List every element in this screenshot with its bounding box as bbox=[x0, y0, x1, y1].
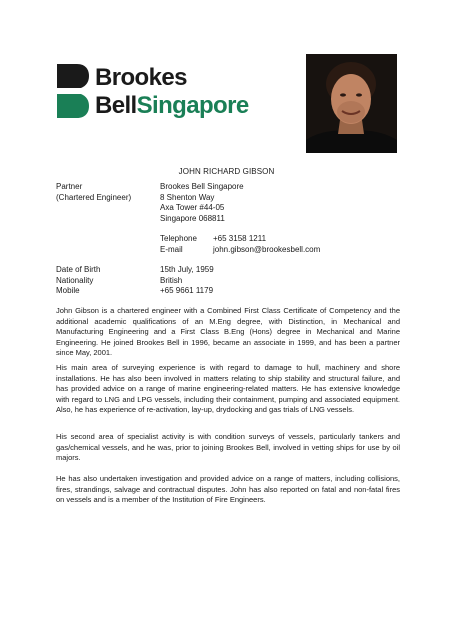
bio-paragraph: His second area of specialist activity is with condition surveys of vessels, particularly tankers and gas/chemical vessels, and he was, prior to joining Brookes Bell, involved in vetting ships for use by oil majors. bbox=[56, 432, 400, 463]
logo-mark-icon bbox=[55, 62, 91, 120]
dob-value: 15th July, 1959 bbox=[160, 265, 214, 274]
address-line: Brookes Bell Singapore bbox=[160, 182, 244, 191]
dob-label: Date of Birth bbox=[56, 265, 101, 274]
address-line: Singapore 068811 bbox=[160, 213, 225, 223]
bio-paragraph: John Gibson is a chartered engineer with a Combined First Class Certificate of Competency and the additional academic qualifications of an M.Eng degree, with Distinction, in Mechanical and Manufacturing Engineering and a First Class B.Eng (Hons) degree in Mechanical and Marine Engineering. He joined Brookes Bell in 1996, became an associate in 1999, and has been a partner since May, 2001. bbox=[56, 306, 400, 358]
person-name: JOHN RICHARD GIBSON bbox=[178, 167, 275, 176]
address-line: Axa Tower #44-05 bbox=[160, 203, 225, 212]
bio-paragraph: He has also undertaken investigation and provided advice on a range of matters, including collisions, fires, strandings, salvage and contractual disputes. John has also reported on fatal and non-fatal fires on vessels and is a member of the Institution of Fire Engineers. bbox=[56, 474, 400, 505]
mobile-label: Mobile bbox=[56, 286, 80, 295]
nationality-label: Nationality bbox=[56, 275, 94, 285]
logo-word-singapore: Singapore bbox=[136, 92, 249, 119]
address-line: 8 Shenton Way bbox=[160, 192, 215, 202]
person-portrait-icon bbox=[306, 54, 397, 153]
brookes-bell-logo bbox=[55, 62, 285, 122]
logo-word-line2 bbox=[95, 92, 249, 120]
email-label: E-mail bbox=[160, 244, 183, 254]
email-value: john.gibson@brookesbell.com bbox=[213, 244, 321, 254]
role-label-chartered: (Chartered Engineer) bbox=[56, 192, 132, 202]
telephone-value: +65 3158 1211 bbox=[213, 234, 267, 243]
logo-word-bell: Bell bbox=[95, 92, 137, 119]
logo-word-brookes: Brookes bbox=[95, 64, 187, 91]
portrait-photo bbox=[306, 54, 397, 153]
mobile-value: +65 9661 1179 bbox=[160, 286, 214, 295]
nationality-value: British bbox=[160, 275, 183, 285]
telephone-label: Telephone bbox=[160, 234, 197, 243]
bio-paragraph: His main area of surveying experience is with regard to damage to hull, machinery and shore installations. He has also been involved in matters relating to ship stability and structural failure, and has provided advice on a range of marine engineering-related matters. He has extensive knowledge with regard to LNG and LPG vessels, including their containment, pumping and associated equipment. Also, he has experience of re-activation, lay-up, drydocking and gas trials of LNG vessels. bbox=[56, 363, 400, 415]
role-label-partner: Partner bbox=[56, 182, 83, 191]
